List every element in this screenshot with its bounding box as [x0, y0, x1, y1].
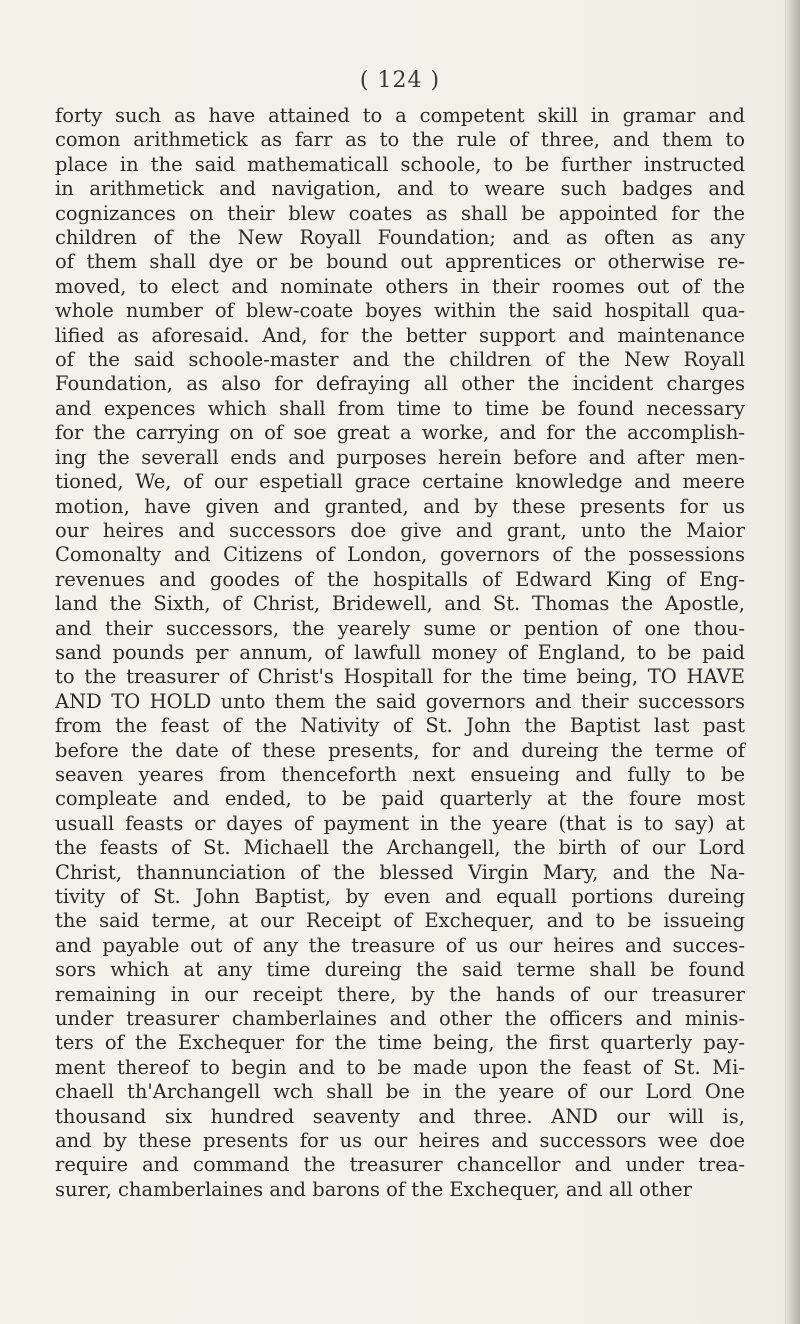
text-line: tioned, We, of our espetiall grace certaine knowledge and meere: [55, 470, 745, 494]
text-line: usuall feasts or dayes of payment in the yeare (that is to say) at: [55, 811, 745, 835]
text-line: ment thereof to begin and to be made upon the feast of St. Mi-: [55, 1055, 745, 1079]
text-line: remaining in our receipt there, by the hands of our treasurer: [55, 982, 745, 1006]
text-line: the said terme, at our Receipt of Exchequer, and to be issueing: [55, 909, 745, 933]
text-line: thousand six hundred seaventy and three. AND our will is,: [55, 1104, 745, 1128]
text-line: seaven yeares from thenceforth next ensueing and fully to be: [55, 762, 745, 786]
text-line: under treasurer chamberlaines and other the officers and minis-: [55, 1007, 745, 1031]
text-line: children of the New Royall Foundation; and as often as any: [55, 226, 745, 250]
text-line: for the carrying on of soe great a worke, and for the accomplish-: [55, 421, 745, 445]
page-edge-shadow: [785, 0, 800, 1324]
text-line: motion, have given and granted, and by these presents for us: [55, 494, 745, 518]
text-line: to the treasurer of Christ's Hospitall for the time being, TO HAVE: [55, 665, 745, 689]
text-line: of the said schoole-master and the children of the New Royall: [55, 348, 745, 372]
text-line: moved, to elect and nominate others in their roomes out of the: [55, 274, 745, 298]
text-line: lified as aforesaid. And, for the better support and maintenance: [55, 323, 745, 347]
text-line: sors which at any time dureing the said terme shall be found: [55, 958, 745, 982]
text-line: revenues and goodes of the hospitalls of Edward King of Eng-: [55, 567, 745, 591]
text-line: sand pounds per annum, of lawfull money of England, to be paid: [55, 640, 745, 664]
text-line: AND TO HOLD unto them the said governors and their successors: [55, 689, 745, 713]
text-line: land the Sixth, of Christ, Bridewell, and St. Thomas the Apostle,: [55, 592, 745, 616]
text-line: from the feast of the Nativity of St. John the Baptist last past: [55, 714, 745, 738]
text-line: require and command the treasurer chancellor and under trea-: [55, 1153, 745, 1177]
text-line: place in the said mathematicall schoole, to be further instructed: [55, 152, 745, 176]
text-line: Christ, thannunciation of the blessed Virgin Mary, and the Na-: [55, 860, 745, 884]
text-line: whole number of blew-coate boyes within the said hospitall qua-: [55, 299, 745, 323]
text-line: before the date of these presents, for and dureing the terme of: [55, 738, 745, 762]
text-line: chaell th'Archangell wch shall be in the yeare of our Lord One: [55, 1080, 745, 1104]
text-line: and their successors, the yearely sume or pention of one thou-: [55, 616, 745, 640]
text-line: compleate and ended, to be paid quarterly at the foure most: [55, 787, 745, 811]
text-line: the feasts of St. Michaell the Archangell, the birth of our Lord: [55, 836, 745, 860]
text-line: and by these presents for us our heires and successors wee doe: [55, 1129, 745, 1153]
text-line: forty such as have attained to a competent skill in gramar and: [55, 104, 745, 127]
text-line: our heires and successors doe give and grant, unto the Maior: [55, 518, 745, 542]
text-line: Comonalty and Citizens of London, governors of the possessions: [55, 543, 745, 567]
text-line: in arithmetick and navigation, and to weare such badges and: [55, 177, 745, 201]
text-line: comon arithmetick as farr as to the rule of three, and them to: [55, 128, 745, 152]
text-line: of them shall dye or be bound out apprentices or otherwise re-: [55, 250, 745, 274]
body-text: [55, 104, 745, 1202]
text-line: tivity of St. John Baptist, by even and equall portions dureing: [55, 885, 745, 908]
text-line: and payable out of any the treasure of us our heires and succes-: [55, 933, 745, 957]
page-number: ( 124 ): [359, 68, 441, 93]
text-line: ters of the Exchequer for the time being, the first quarterly pay-: [55, 1031, 745, 1055]
text-line: cognizances on their blew coates as shall be appointed for the: [55, 201, 745, 225]
text-line: ing the severall ends and purposes herein before and after men-: [55, 445, 745, 469]
text-line: and expences which shall from time to time be found necessary: [55, 396, 745, 420]
text-line: surer, chamberlaines and barons of the Exchequer, and all other: [55, 1177, 693, 1201]
text-line: Foundation, as also for defraying all other the incident charges: [55, 372, 745, 396]
